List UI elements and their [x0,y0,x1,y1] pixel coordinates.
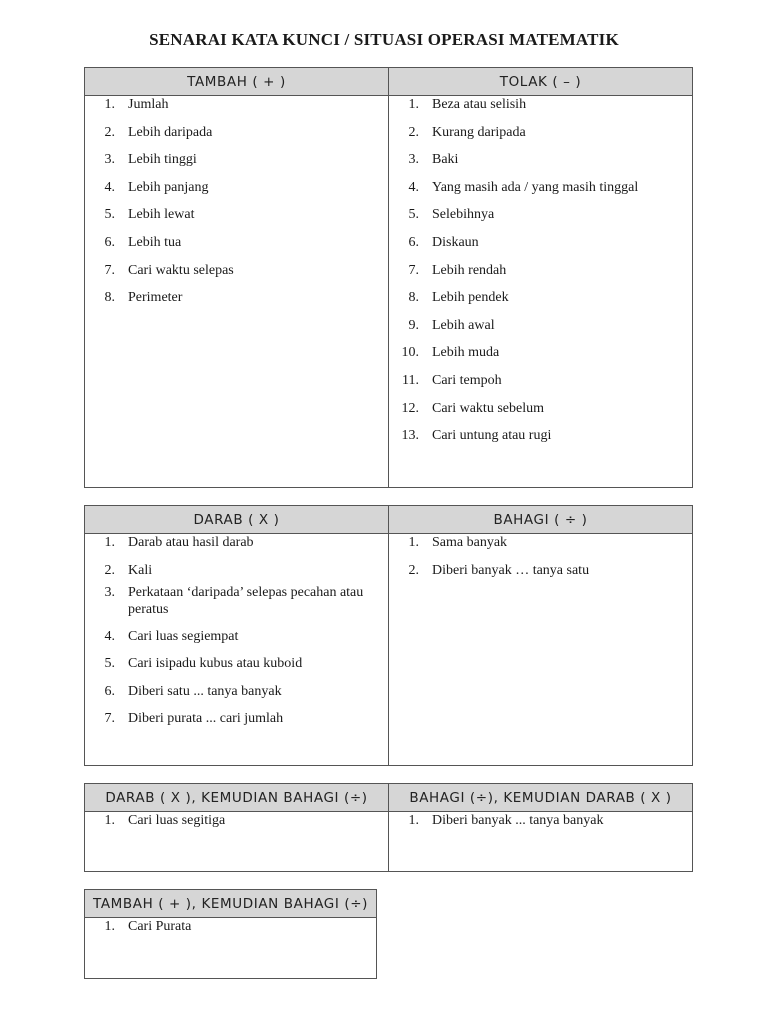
list-item [389,289,692,306]
list-item-number: 5. [104,207,115,223]
list-item-text: Cari luas segitiga [128,813,226,828]
list-item [85,683,388,700]
list-item-number: 6. [104,683,115,699]
list-item-text: Jumlah [128,97,169,112]
list-item-text: Diberi banyak … tanya satu [432,562,590,578]
list-item-number: 7. [104,711,115,727]
list-item [389,317,692,334]
list-item-text: Yang masih ada / yang masih tinggal [432,179,639,195]
list-item-number: 4. [104,179,115,195]
list-item [389,344,692,361]
list-item-text: Lebih awal [432,317,495,333]
table-darab-bahagi [84,505,693,766]
header-darab-kemudian-bahagi: DARAB ( X ), KEMUDIAN BAHAGI (÷) [85,784,389,812]
list-item-text: Cari waktu sebelum [432,400,544,416]
list-item-text: Cari waktu selepas [128,262,234,278]
list-item [85,96,388,113]
list-item [389,562,692,579]
list-item-text: Lebih tinggi [128,152,197,168]
list-item-number: 2. [408,562,419,578]
list-item-text: Lebih muda [432,345,500,361]
header-bahagi: BAHAGI ( ÷ ) [389,506,693,534]
table-combined-operations [84,783,693,872]
list-item-text: Lebih pendek [432,290,509,306]
cell-bahagi-kemudian-darab [389,812,693,872]
list-item-text: Cari tempoh [432,372,502,388]
list-item-number: 11. [402,372,419,388]
list-item-number: 1. [408,813,419,828]
list-bahagi [389,534,692,579]
list-item [85,234,388,251]
list-item-number: 1. [408,535,419,550]
list-bahagi-kemudian-darab [389,812,692,829]
list-item-text: Diberi banyak ... tanya banyak [432,813,604,828]
list-darab [85,534,388,727]
list-item-number: 2. [104,124,115,140]
list-item [85,628,388,645]
list-item [389,400,692,417]
list-item-text: Perimeter [128,290,183,306]
list-item-text: Sama banyak [432,535,508,550]
list-item [85,262,388,279]
list-item-number: 2. [408,124,419,140]
list-item [85,655,388,672]
header-bahagi-kemudian-darab: BAHAGI (÷), KEMUDIAN DARAB ( X ) [389,784,693,812]
list-item [389,234,692,251]
list-item [389,206,692,223]
list-item-number: 1. [408,97,419,112]
list-item-number: 3. [104,152,115,168]
list-item [389,534,692,551]
list-item-number: 12. [401,400,419,416]
list-item-number: 5. [408,207,419,223]
list-item [389,151,692,168]
list-item-text: Cari luas segiempat [128,628,239,644]
list-tolak [389,96,692,444]
list-item-text: Lebih daripada [128,124,213,140]
list-item-number: 4. [408,179,419,195]
list-item-text: Lebih panjang [128,179,209,195]
list-darab-kemudian-bahagi [85,812,388,829]
list-item-number: 6. [408,234,419,250]
cell-tolak [389,96,693,488]
header-darab: DARAB ( X ) [85,506,389,534]
list-item [85,206,388,223]
list-item-text: Selebihnya [432,207,495,223]
list-item-number: 13. [401,428,419,444]
list-item-number: 4. [104,628,115,644]
list-item [85,562,388,579]
list-item-text: Lebih lewat [128,207,195,223]
list-item-number: 3. [104,584,115,600]
list-item [85,918,376,935]
list-item [85,124,388,141]
list-item-number: 10. [401,345,419,361]
cell-darab-kemudian-bahagi [85,812,389,872]
list-item-number: 1. [104,97,115,112]
list-item-text: Cari Purata [128,919,192,934]
list-item-text: Cari untung atau rugi [432,428,552,444]
list-item [85,534,388,551]
list-item-text: Kali [128,562,153,578]
list-item-number: 1. [104,813,115,828]
list-item-text: Diberi purata ... cari jumlah [128,711,284,727]
list-item-number: 8. [104,290,115,306]
list-item-text: Cari isipadu kubus atau kuboid [128,656,303,672]
list-item [389,179,692,196]
header-tolak: TOLAK ( – ) [389,68,693,96]
header-tambah-kemudian-bahagi: TAMBAH ( + ), KEMUDIAN BAHAGI (÷) [85,890,377,918]
list-item-number: 8. [408,290,419,306]
table-tambah-kemudian-bahagi [84,889,377,979]
list-item-text: Beza atau selisih [432,97,527,112]
list-item-number: 9. [408,317,419,333]
list-item-text: Kurang daripada [432,124,526,140]
list-item [389,372,692,389]
list-item-text: Perkataan ‘daripada’ selepas pecahan atau peratus [128,584,364,617]
list-tambah [85,96,388,306]
list-item-number: 5. [104,656,115,672]
cell-bahagi [389,534,693,766]
list-item [389,812,692,829]
list-item [85,289,388,306]
list-item [389,124,692,141]
cell-tambah [85,96,389,488]
page-title: SENARAI KATA KUNCI / SITUASI OPERASI MATEMATIK [149,30,619,49]
list-item-number: 2. [104,562,115,578]
list-item [85,710,388,727]
list-item-text: Diberi satu ... tanya banyak [128,683,282,699]
list-item-number: 1. [104,535,115,550]
list-item-number: 7. [408,262,419,278]
list-item-text: Lebih rendah [432,262,507,278]
list-item [389,96,692,113]
list-item-text: Lebih tua [128,234,182,250]
list-item-number: 1. [104,919,115,934]
table-tambah-tolak [84,67,693,488]
list-item [85,812,388,829]
list-item-text: Baki [432,152,459,168]
list-item-number: 6. [104,234,115,250]
list-item-number: 7. [104,262,115,278]
list-item [85,151,388,168]
cell-tambah-kemudian-bahagi [85,918,377,979]
list-item-number: 3. [408,152,419,168]
list-item [85,179,388,196]
list-item [389,427,692,444]
list-item [389,262,692,279]
list-tambah-kemudian-bahagi [85,918,376,935]
list-item [85,584,388,618]
cell-darab [85,534,389,766]
list-item-text: Darab atau hasil darab [128,535,254,550]
header-tambah: TAMBAH ( + ) [85,68,389,96]
list-item-text: Diskaun [432,234,479,250]
